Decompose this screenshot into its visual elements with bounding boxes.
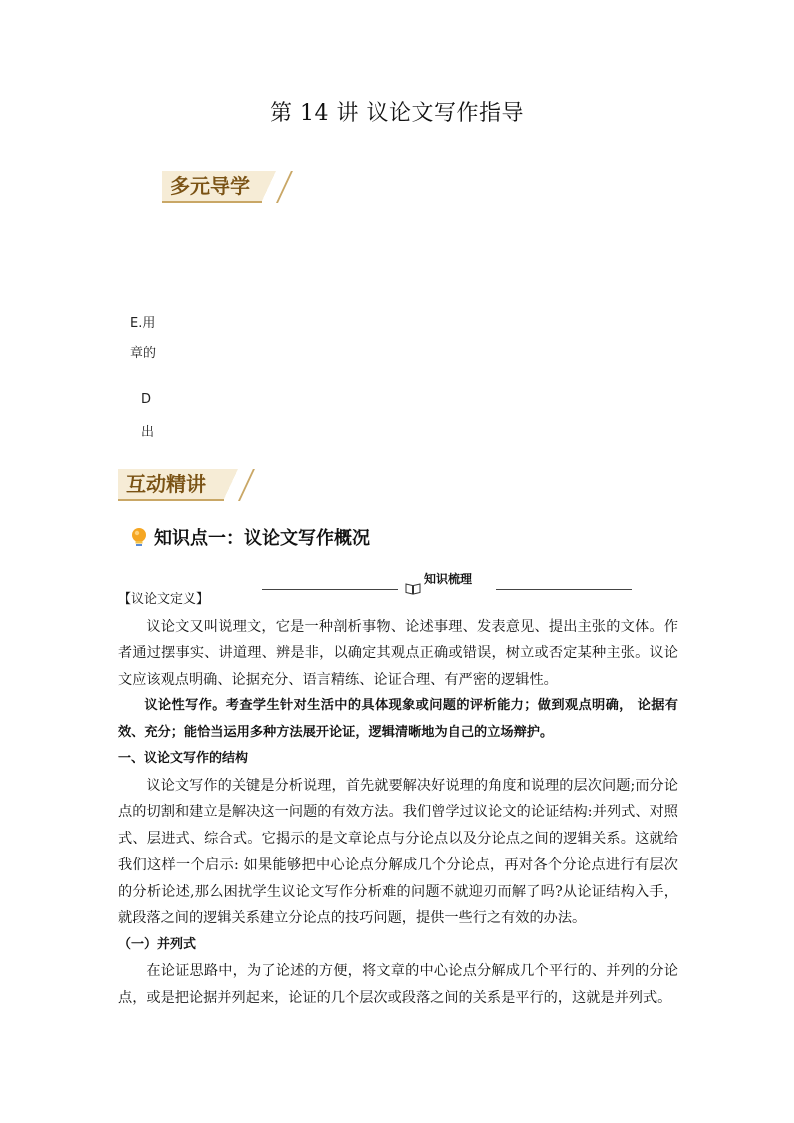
section-banner-interactive — [118, 469, 224, 499]
text-fragment: 出 — [141, 425, 155, 440]
section-banner-multi-guide — [162, 171, 262, 201]
banner-label: 多元导学 — [170, 174, 250, 198]
banner-label: 互动精讲 — [126, 472, 206, 496]
definition-paragraph: 议论文又叫说理文，它是一种剖析事物、论述事理、发表意见、提出主张的文体。作者通过摆事实、讲道理、辨是非，以确定其观点正确或错误，树立或否定某种主张。议论文应该观点明确、论据充分、语言精练、论证合理、有严密的逻辑性。 — [118, 618, 678, 688]
text-fragment: D — [141, 392, 152, 407]
divider-label: 知识梳理 — [424, 572, 473, 586]
knowledge-point-heading — [130, 524, 370, 550]
structure-heading: 一、议论文写作的结构 — [118, 751, 249, 766]
parallel-paragraph: 在论证思路中，为了论述的方便，将文章的中心论点分解成几个平行的、并列的分论点，或是把论据并列起来，论证的几个层次或段落之间的关系是平行的，这就是并列式。 — [118, 963, 678, 1006]
text-fragment: 章的 — [130, 346, 157, 361]
definition-heading: 【议论文定义】 — [118, 592, 210, 607]
exam-requirement-paragraph: 议论性写作。考查学生针对生活中的具体现象或问题的评析能力；做到观点明确， 论据有效、充分；能恰当运用多种方法展开论证，逻辑清晰地为自己的立场辩护。 — [118, 698, 678, 740]
text-fragment: E.用 — [130, 316, 156, 331]
main-content — [118, 587, 678, 1011]
banner-slash — [276, 171, 293, 203]
knowledge-point-title: 知识点一：议论文写作概况 — [154, 528, 370, 549]
banner-underline — [118, 499, 224, 501]
lightbulb-icon — [130, 526, 148, 548]
parallel-heading: （一）并列式 — [118, 936, 197, 952]
structure-paragraph: 议论文写作的关键是分析说理，首先就要解决好说理的角度和说理的层次问题;而分论点的切割和建立是解决这一问题的有效方法。我们曾学过议论文的论证结构:并列式、对照式、层进式、综合式。它揭示的是文章论点与分论点以及分论点之间的逻辑关系。这就给我们这样一个启示: 如果能够把中心论点分解成几个分论点，再对各个分论点进行有层次的分析论述,那么困扰学生议论文写作分析难的问题不就迎刃而解了吗?从论证结构入手，就段落之间的逻辑关系建立分论点的技巧问题，提供一些行之有效的办法。 — [118, 777, 678, 926]
banner-slash — [238, 469, 255, 501]
page-title: 第 14 讲 议论文写作指导 — [270, 101, 524, 126]
banner-underline — [162, 201, 262, 203]
